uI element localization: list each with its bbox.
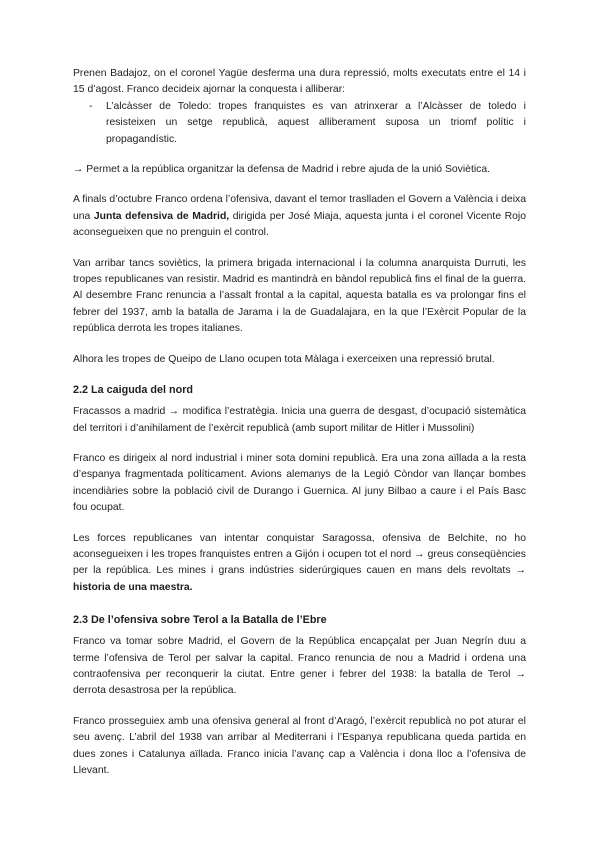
paragraph-nord-industrial: Franco es dirigeix al nord industrial i miner sota domini republicà. Era una zona aïllada a la resta d’espanya fragmentada políticament. Avions alemanys de la Legió Còndor van llançar bombes incendiàries sobre la població civil de Durango i Guernica. Al juny Bilbao a caure i el País Basc fou ocupat. (73, 452, 526, 514)
list-dash: - (89, 100, 93, 112)
paragraph-malaga: Alhora les tropes de Queipo de Llano ocupen tota Màlaga i exerceixen una repressió brutal. (73, 353, 495, 365)
list-item-toledo (89, 99, 526, 148)
paragraph-saragossa (73, 531, 526, 597)
junta-bold: Junta defensiva de Madrid, (93, 210, 230, 222)
paragraph-arago: Franco prosseguiex amb una ofensiva general al front d’Aragó, l’exèrcit republicà no pot aturar el seu avenç. L’abril del 1938 van arribar al Mediterrani i l’Espanya republicana queda partida en dues zones i Catalunya aïllada. Franco inicia l’avanç cap a València i dona lloc a l’ofensiva de Llevant. (73, 715, 526, 776)
paragraph-fracassos: Fracassos a madrid → modifica l’estratègia. Inicia una guerra de desgast, d’ocupació sistemàtica del territori i d’anihilament de l’exèrcit republicà (amb suport militar de Hitler i Mussolini) (73, 406, 526, 434)
junta-text-before: A finals d’octubre Franco ordena l’ofensiva, davant el temor traslladen el Govern a València i deixa una (73, 194, 526, 222)
historia-maestra-bold: historia de una maestra. (73, 581, 193, 593)
heading-caiguda-nord: 2.2 La caiguda del nord (73, 384, 193, 397)
paragraph-defensa-madrid: → Permet a la república organitzar la defensa de Madrid i rebre ajuda de la unió Soviètica. (73, 164, 491, 176)
junta-text-after: dirigida per José Miaja, aquesta junta i el coronel Vicente Rojo aconsegueixen que no prenguin el control. (73, 210, 526, 239)
page-content (73, 66, 526, 779)
saragossa-text: Les forces republicanes van intentar conquistar Saragossa, ofensiva de Belchite, no ho aconsegueixen i les tropes franquistes entren a Gijón i ocupen tot el nord → greus conseqüències per la república. Les mines i grans indústries siderúrgiques cauen en mans dels revoltats → (73, 532, 526, 577)
paragraph-terol: Franco va tomar sobre Madrid, el Govern de la República encapçalat per Juan Negrín duu a terme l’ofensiva de Terol per salvar la capital. Franco renuncia de nou a Madrid i ordena una contraofensiva per reconquerir la ciutat. Entre gener i febrer del 1938: la batalla de Terol → derrota desastrosa per la república. (73, 636, 526, 697)
heading-terol-ebre: 2.3 De l’ofensiva sobre Terol a la Batalla de l’Ebre (73, 614, 327, 627)
paragraph-tancs-sovietics: Van arribar tancs soviètics, la primera brigada internacional i la columna anarquista Durruti, les tropes republicanes van resistir. Madrid es mantindrà en bàndol republicà fins el final de la guerra. Al desembre Franc renuncia a l’assalt frontal a la capital, aquesta batalla es va prolongar fins el febrer del 1937, amb la batalla de Jarama i la de Guadalajara, en la que l’Exèrcit Popular de la república derrota les tropes italianes. (73, 257, 526, 335)
list-item-text: L’alcàsser de Toledo: tropes franquistes es van atrinxerar a l’Alcàsser de toledo i resisteixen un setge republicà, aquest alliberament suposa un triomf polític i propagandístic. (106, 100, 526, 145)
paragraph-badajoz: Prenen Badajoz, on el coronel Yagüe desferma una dura repressió, molts executats entre el 14 i 15 d’agost. Franco decideix ajornar la conquesta i alliberar: (73, 68, 526, 96)
dash-list (73, 99, 526, 148)
paragraph-junta-defensiva (73, 192, 526, 241)
